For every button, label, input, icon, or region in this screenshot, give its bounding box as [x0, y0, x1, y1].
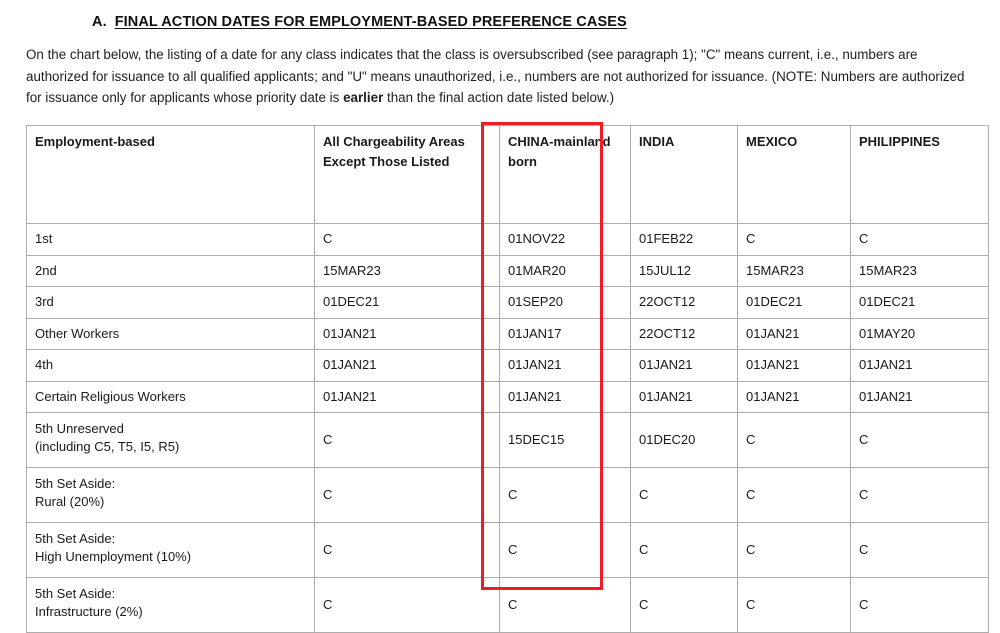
table-row — [27, 255, 989, 287]
cell-india: 01FEB22 — [631, 224, 738, 256]
cell-mexico: 01JAN21 — [738, 318, 851, 350]
cell-china-mainland: 01JAN21 — [500, 381, 631, 413]
cell-china-mainland: C — [500, 523, 631, 578]
cell-india: C — [631, 523, 738, 578]
row-label: 1st — [27, 224, 315, 256]
cell-philippines: C — [851, 468, 989, 523]
cell-philippines: C — [851, 523, 989, 578]
cell-mexico: 01JAN21 — [738, 381, 851, 413]
column-header-china-mainland: CHINA-mainland born — [500, 126, 631, 224]
table-row — [27, 287, 989, 319]
cell-china-mainland: 15DEC15 — [500, 413, 631, 468]
cell-all-chargeability: 01JAN21 — [315, 318, 500, 350]
cell-china-mainland: 01NOV22 — [500, 224, 631, 256]
cell-all-chargeability: 15MAR23 — [315, 255, 500, 287]
table-row — [27, 523, 989, 578]
cell-philippines: 01MAY20 — [851, 318, 989, 350]
cell-india: 15JUL12 — [631, 255, 738, 287]
table-row — [27, 350, 989, 382]
column-header-all-chargeability: All Chargeability Areas Except Those Listed — [315, 126, 500, 224]
cell-china-mainland: 01MAR20 — [500, 255, 631, 287]
table-row — [27, 318, 989, 350]
table-header-row — [27, 126, 989, 224]
column-header-philippines: PHILIPPINES — [851, 126, 989, 224]
cell-india: 01JAN21 — [631, 350, 738, 382]
cell-india: 01DEC20 — [631, 413, 738, 468]
intro-text-part2: than the final action date listed below.) — [383, 90, 615, 106]
row-label-line2: (including C5, T5, I5, R5) — [35, 438, 180, 454]
table-row — [27, 381, 989, 413]
section-letter: A. — [92, 14, 107, 30]
row-label-line2: Rural (20%) — [35, 493, 105, 509]
cell-india: 01JAN21 — [631, 381, 738, 413]
cell-all-chargeability: 01JAN21 — [315, 350, 500, 382]
row-label: 2nd — [27, 255, 315, 287]
row-label-line1: 5th Unreserved — [35, 421, 124, 437]
intro-emphasis: earlier — [343, 90, 384, 106]
row-label-line1: 5th Set Aside: — [35, 531, 116, 547]
row-label-line1: 5th Set Aside: — [35, 586, 116, 602]
cell-all-chargeability: C — [315, 578, 500, 633]
cell-all-chargeability: 01JAN21 — [315, 381, 500, 413]
table-row — [27, 224, 989, 256]
cell-china-mainland: 01JAN17 — [500, 318, 631, 350]
cell-philippines: 01JAN21 — [851, 350, 989, 382]
cell-china-mainland: 01JAN21 — [500, 350, 631, 382]
cell-mexico: C — [738, 413, 851, 468]
row-label — [27, 413, 315, 468]
cell-all-chargeability: C — [315, 413, 500, 468]
cell-mexico: C — [738, 468, 851, 523]
table-header — [27, 126, 989, 224]
table-row — [27, 468, 989, 523]
row-label-line2: High Unemployment (10%) — [35, 548, 192, 564]
cell-philippines: 01JAN21 — [851, 381, 989, 413]
intro-text-part1: On the chart below, the listing of a date for any class indicates that the class is oversubscribed (see paragraph 1); "C" means current, i.e., numbers are authorized for issuance to all qualified applicants; and "U" means unauthorized, i.e., numbers are not authorized for issuance. (NOTE: Numbers are authorized for issuance only for applicants whose priority date is — [26, 47, 965, 106]
cell-china-mainland: C — [500, 468, 631, 523]
cell-philippines: 01DEC21 — [851, 287, 989, 319]
row-label — [27, 468, 315, 523]
row-label: Other Workers — [27, 318, 315, 350]
cell-india: C — [631, 468, 738, 523]
intro-paragraph — [26, 44, 974, 109]
cell-philippines: C — [851, 224, 989, 256]
section-title: FINAL ACTION DATES FOR EMPLOYMENT-BASED PREFERENCE CASES — [114, 14, 627, 30]
cell-mexico: C — [738, 523, 851, 578]
cell-china-mainland: C — [500, 578, 631, 633]
cell-mexico: C — [738, 578, 851, 633]
cell-india: 22OCT12 — [631, 287, 738, 319]
cell-mexico: 15MAR23 — [738, 255, 851, 287]
cell-all-chargeability: 01DEC21 — [315, 287, 500, 319]
column-header-mexico: MEXICO — [738, 126, 851, 224]
cell-all-chargeability: C — [315, 224, 500, 256]
final-action-dates-table — [26, 125, 989, 633]
cell-mexico: 01DEC21 — [738, 287, 851, 319]
section-heading — [92, 14, 982, 30]
cell-india: 22OCT12 — [631, 318, 738, 350]
row-label: 4th — [27, 350, 315, 382]
column-header-employment-based: Employment-based — [27, 126, 315, 224]
row-label — [27, 523, 315, 578]
row-label: Certain Religious Workers — [27, 381, 315, 413]
row-label-line1: 5th Set Aside: — [35, 476, 116, 492]
cell-mexico: 01JAN21 — [738, 350, 851, 382]
column-header-india: INDIA — [631, 126, 738, 224]
cell-philippines: C — [851, 413, 989, 468]
row-label-line2: Infrastructure (2%) — [35, 603, 143, 619]
cell-all-chargeability: C — [315, 468, 500, 523]
cell-mexico: C — [738, 224, 851, 256]
row-label — [27, 578, 315, 633]
table-row — [27, 578, 989, 633]
cell-china-mainland: 01SEP20 — [500, 287, 631, 319]
cell-all-chargeability: C — [315, 523, 500, 578]
cell-philippines: C — [851, 578, 989, 633]
row-label: 3rd — [27, 287, 315, 319]
table-body — [27, 224, 989, 633]
cell-india: C — [631, 578, 738, 633]
cell-philippines: 15MAR23 — [851, 255, 989, 287]
table-row — [27, 413, 989, 468]
